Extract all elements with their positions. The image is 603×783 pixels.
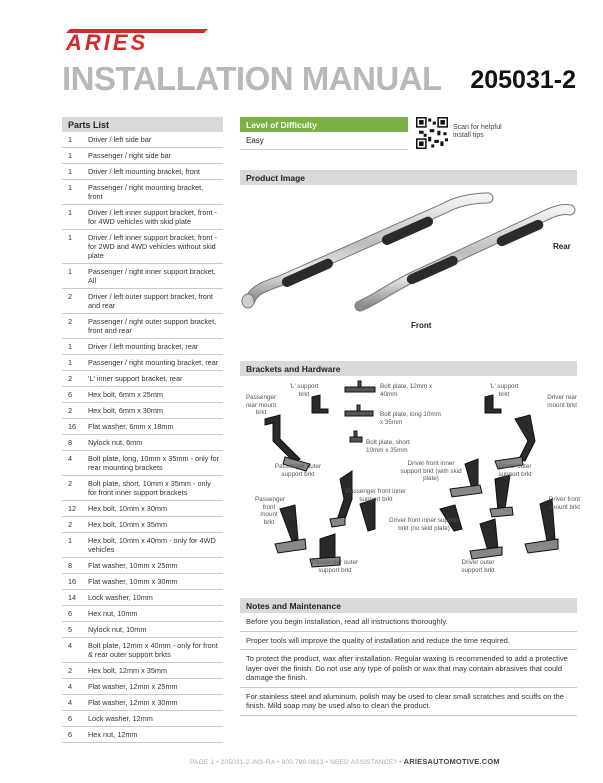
parts-row	[62, 205, 223, 230]
parts-row	[62, 679, 223, 695]
parts-desc: Flat washer, 12mm x 25mm	[88, 682, 178, 691]
parts-row	[62, 387, 223, 403]
parts-desc: Hex bolt, 10mm x 40mm - only for 4WD vehicles	[88, 536, 216, 554]
parts-row	[62, 132, 223, 148]
parts-desc: Driver / left inner support bracket, front - for 2WD and 4WD vehicles without skid plate	[88, 233, 217, 260]
parts-qty: 16	[68, 422, 77, 431]
parts-qty: 8	[68, 438, 73, 447]
parts-row	[62, 501, 223, 517]
label-passenger-rear-mount: Passenger rear mount brkt	[245, 394, 277, 416]
label-passenger-outer-top: Passenger outer support brkt	[274, 463, 322, 478]
parts-desc: Flat washer, 10mm x 25mm	[88, 561, 178, 570]
parts-desc: Nylock nut, 6mm	[88, 438, 143, 447]
footer-text: PAGE 1 • 205031-2-INS-RA • 800.798.0813 • NEED ASSISTANCE? •	[190, 759, 404, 766]
parts-row	[62, 419, 223, 435]
parts-qty: 2	[68, 374, 73, 383]
parts-desc: Hex bolt, 10mm x 30mm	[88, 504, 168, 513]
parts-row	[62, 476, 223, 501]
parts-row	[62, 590, 223, 606]
notes-heading: Notes and Maintenance	[240, 598, 577, 613]
parts-qty: 14	[68, 593, 77, 602]
parts-row	[62, 403, 223, 419]
parts-desc: Flat washer, 10mm x 30mm	[88, 577, 178, 586]
parts-desc: Hex bolt, 6mm x 25mm	[88, 390, 164, 399]
parts-row	[62, 558, 223, 574]
parts-desc: Hex nut, 10mm	[88, 609, 138, 618]
label-driver-outer-bottom: Driver outer support brkt	[461, 559, 495, 574]
parts-row	[62, 164, 223, 180]
parts-qty: 1	[68, 208, 73, 217]
parts-qty: 4	[68, 682, 73, 691]
parts-list	[62, 117, 223, 743]
parts-row	[62, 371, 223, 387]
label-l-support-left: 'L' support brkt	[289, 383, 319, 398]
footer-website-link[interactable]: ARIESAUTOMOTIVE.COM	[403, 757, 500, 766]
parts-row	[62, 533, 223, 558]
parts-row	[62, 314, 223, 339]
parts-qty: 8	[68, 561, 73, 570]
parts-desc: Driver / left inner support bracket, front - for 4WD vehicles with skid plate	[88, 208, 217, 226]
note-item: To protect the product, wax after installation. Regular waxing is recommended to add a protective layer over the finish. Do not use any type of polish or wax that may contain abrasives that could damage the finish.	[240, 650, 577, 688]
parts-qty: 2	[68, 520, 73, 529]
part-number: 205031-2	[470, 66, 576, 94]
parts-qty: 1	[68, 536, 73, 545]
parts-qty: 1	[68, 233, 73, 242]
parts-qty: 4	[68, 641, 73, 650]
parts-row	[62, 339, 223, 355]
parts-qty: 1	[68, 358, 73, 367]
parts-desc: Hex bolt, 6mm x 30mm	[88, 406, 164, 415]
parts-desc: Passenger / right inner support bracket, All	[88, 267, 216, 285]
label-passenger-front-mount: Passenger front mount brkt	[255, 496, 286, 526]
brackets-section	[240, 361, 577, 376]
parts-row	[62, 289, 223, 314]
qr-caption: Scan for helpful install tips	[453, 124, 502, 139]
notes-section	[240, 598, 577, 716]
parts-row	[62, 230, 223, 264]
parts-row	[62, 727, 223, 743]
note-item: For stainless steel and aluminum, polish may be used to clear small scratches and scuffs on the finish. Mild soap may be used also to clean the product.	[240, 688, 577, 716]
parts-qty: 12	[68, 504, 77, 513]
parts-desc: Hex bolt, 10mm x 35mm	[88, 520, 168, 529]
parts-row	[62, 638, 223, 663]
parts-row	[62, 264, 223, 289]
qr-code-icon[interactable]	[416, 117, 448, 149]
parts-desc: Bolt plate, long, 10mm x 35mm - only for rear mounting brackets	[88, 454, 219, 472]
note-item: Proper tools will improve the quality of installation and reduce the time required.	[240, 632, 577, 651]
label-bolt-plate-short: Bolt plate, short 10mm x 35mm	[366, 439, 410, 454]
parts-qty: 1	[68, 151, 73, 160]
product-image-heading: Product Image	[240, 170, 577, 185]
parts-row	[62, 574, 223, 590]
parts-qty: 1	[68, 135, 73, 144]
label-bolt-plate-12: Bolt plate, 12mm x 40mm	[380, 383, 433, 398]
parts-qty: 2	[68, 479, 73, 488]
parts-desc: Passenger / right side bar	[88, 151, 172, 160]
parts-qty: 4	[68, 698, 73, 707]
label-driver-outer-top: Driver outer support brkt	[498, 463, 532, 478]
parts-qty: 2	[68, 666, 73, 675]
front-label: Front	[411, 321, 432, 330]
parts-qty: 2	[68, 317, 73, 326]
parts-list-heading: Parts List	[62, 117, 223, 132]
parts-desc: 'L' inner support bracket, rear	[88, 374, 183, 383]
parts-row	[62, 663, 223, 679]
parts-qty: 2	[68, 292, 73, 301]
parts-qty: 1	[68, 342, 73, 351]
parts-qty: 6	[68, 609, 73, 618]
parts-row	[62, 148, 223, 164]
parts-desc: Bolt plate, short, 10mm x 35mm - only for front inner support brackets	[88, 479, 211, 497]
parts-row	[62, 622, 223, 638]
parts-qty: 1	[68, 267, 73, 276]
parts-desc: Passenger / right outer support bracket, front and rear	[88, 317, 217, 335]
label-driver-front-inner-noskid: Driver front inner support brkt (no skid plate)	[389, 517, 459, 532]
difficulty-panel	[240, 117, 408, 150]
product-image-section	[240, 170, 577, 185]
parts-row	[62, 695, 223, 711]
parts-desc: Hex nut, 12mm	[88, 730, 138, 739]
parts-qty: 1	[68, 167, 73, 176]
parts-desc: Driver / left mounting bracket, front	[88, 167, 200, 176]
parts-desc: Nylock nut, 10mm	[88, 625, 147, 634]
difficulty-heading: Level of Difficulty	[240, 117, 408, 132]
label-passenger-outer-bottom: Passenger outer support brkt	[311, 559, 359, 574]
parts-desc: Flat washer, 12mm x 30mm	[88, 698, 178, 707]
parts-row	[62, 517, 223, 533]
parts-row	[62, 606, 223, 622]
parts-list-rows	[62, 132, 223, 743]
parts-qty: 6	[68, 730, 73, 739]
rear-label: Rear	[553, 242, 571, 251]
parts-row	[62, 711, 223, 727]
label-driver-front-mount: Driver front mount brkt	[548, 496, 580, 511]
side-bars-image	[240, 188, 577, 338]
parts-desc: Lock washer, 12mm	[88, 714, 153, 723]
label-driver-rear-mount: Driver rear mount brkt	[547, 394, 577, 409]
parts-desc: Passenger / right mounting bracket, front	[88, 183, 204, 201]
parts-desc: Passenger / right mounting bracket, rear	[88, 358, 219, 367]
parts-row	[62, 435, 223, 451]
parts-row	[62, 180, 223, 205]
parts-desc: Bolt plate, 12mm x 40mm - only for front & rear outer support brkts	[88, 641, 218, 659]
footer	[190, 757, 500, 766]
note-item: Before you begin installation, read all instructions thoroughly.	[240, 613, 577, 632]
parts-qty: 6	[68, 390, 73, 399]
label-bolt-plate-long: Bolt plate, long 10mm x 35mm	[380, 411, 441, 426]
parts-desc: Lock washer, 10mm	[88, 593, 153, 602]
brackets-heading: Brackets and Hardware	[240, 361, 577, 376]
parts-row	[62, 355, 223, 371]
aries-logo	[62, 25, 212, 51]
parts-qty: 6	[68, 714, 73, 723]
parts-qty: 16	[68, 577, 77, 586]
manual-title: INSTALLATION MANUAL	[62, 60, 442, 97]
label-driver-front-inner-skid: Driver front inner support brkt (with skid plate)	[400, 460, 462, 482]
parts-qty: 5	[68, 625, 73, 634]
label-l-support-right: 'L' support brkt	[489, 383, 519, 398]
parts-qty: 2	[68, 406, 73, 415]
difficulty-value: Easy	[240, 132, 408, 150]
parts-desc: Driver / left mounting bracket, rear	[88, 342, 199, 351]
parts-desc: Flat washer, 6mm x 18mm	[88, 422, 174, 431]
parts-desc: Driver / left outer support bracket, front and rear	[88, 292, 213, 310]
parts-qty: 4	[68, 454, 73, 463]
logo-text: ARIES	[66, 30, 149, 51]
label-passenger-front-inner: Passenger front inner support brkt	[345, 488, 407, 503]
parts-desc: Driver / left side bar	[88, 135, 152, 144]
parts-desc: Hex bolt, 12mm x 35mm	[88, 666, 168, 675]
parts-qty: 1	[68, 183, 73, 192]
parts-row	[62, 451, 223, 476]
